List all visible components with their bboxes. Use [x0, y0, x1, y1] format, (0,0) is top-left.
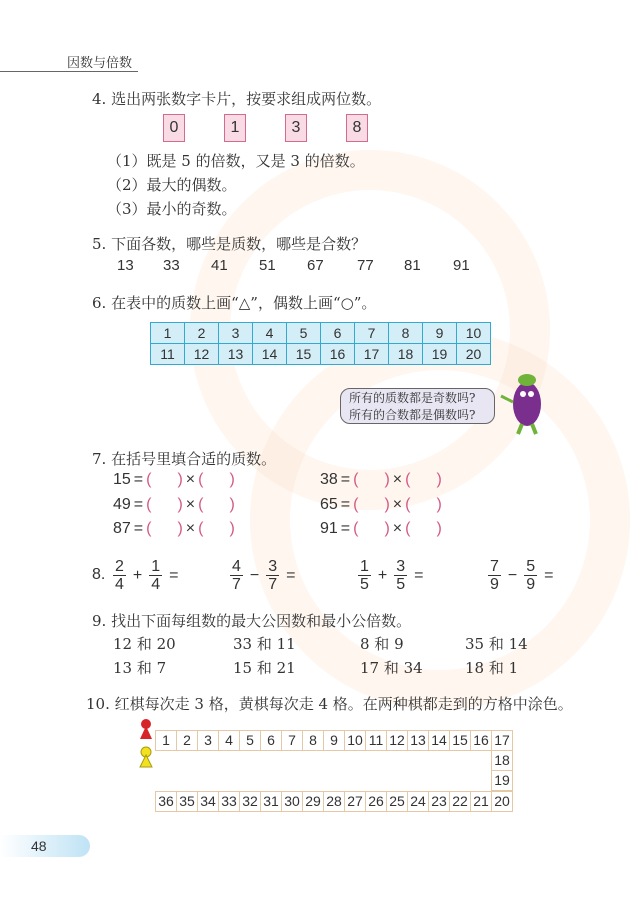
equation-row	[113, 496, 235, 514]
equation-row	[113, 471, 235, 489]
number-pair: 17 和 34	[360, 659, 423, 677]
denominator: 5	[360, 576, 369, 593]
numerator: 2	[115, 558, 124, 575]
game-board	[155, 730, 515, 812]
q5-number: 13	[117, 257, 134, 274]
digit-card: 1	[224, 114, 246, 142]
equation-number: 91	[320, 520, 338, 537]
close-paren: )	[229, 471, 235, 488]
board-cell: 4	[218, 730, 240, 751]
board-cell: 2	[176, 730, 198, 751]
open-paren: (	[405, 520, 411, 537]
table-cell: 8	[389, 323, 423, 344]
board-cell: 8	[302, 730, 324, 751]
equation-row	[320, 471, 442, 489]
table-row	[151, 323, 491, 344]
fraction-expression	[488, 558, 554, 593]
denominator: 4	[115, 576, 124, 593]
board-cell: 25	[386, 791, 408, 812]
q5-number: 51	[259, 257, 276, 274]
table-cell: 19	[423, 344, 457, 365]
equation-number: 38	[320, 471, 338, 488]
denominator: 5	[396, 576, 406, 593]
table-cell: 3	[219, 323, 253, 344]
number-table	[150, 322, 491, 365]
board-cell: 22	[449, 791, 471, 812]
digit-card: 0	[163, 114, 185, 142]
number-pair: 35 和 14	[465, 635, 528, 653]
numerator: 5	[526, 558, 536, 575]
q5-number: 41	[211, 257, 228, 274]
number-pair: 18 和 1	[465, 659, 519, 677]
operator: +	[132, 566, 143, 584]
denominator: 7	[232, 576, 241, 593]
board-cell: 27	[344, 791, 366, 812]
board-cell: 11	[365, 730, 387, 751]
equation-number: 15	[113, 471, 131, 488]
equals-sign: =	[169, 566, 179, 584]
numerator: 4	[232, 558, 241, 575]
board-cell: 30	[281, 791, 303, 812]
equals-sign: =	[133, 471, 144, 488]
board-cell: 12	[386, 730, 408, 751]
open-paren: (	[146, 496, 152, 513]
table-cell: 5	[287, 323, 321, 344]
equals-sign: =	[133, 520, 144, 537]
q10-title: 10. 红棋每次走 3 格，黄棋每次走 4 格。在两种棋都走到的方格中涂色。	[86, 695, 573, 713]
equation-row	[320, 520, 442, 538]
table-row	[151, 344, 491, 365]
board-cell: 29	[302, 791, 324, 812]
table-cell: 2	[185, 323, 219, 344]
q7-title: 7. 在括号里填合适的质数。	[92, 450, 277, 468]
times-sign: ×	[185, 471, 196, 488]
open-paren: (	[198, 520, 204, 537]
equals-sign: =	[340, 496, 351, 513]
q4-item: （1）既是 5 的倍数，又是 3 的倍数。	[107, 152, 365, 170]
table-cell: 13	[219, 344, 253, 365]
board-cell: 21	[470, 791, 492, 812]
open-paren: (	[353, 496, 359, 513]
q5-number: 67	[307, 257, 324, 274]
close-paren: )	[177, 496, 183, 513]
board-cell: 9	[323, 730, 345, 751]
equation-row	[320, 496, 442, 514]
open-paren: (	[198, 496, 204, 513]
table-cell: 12	[185, 344, 219, 365]
close-paren: )	[384, 496, 390, 513]
equation-number: 65	[320, 496, 338, 513]
equals-sign: =	[544, 566, 554, 584]
open-paren: (	[353, 471, 359, 488]
q5-number: 77	[357, 257, 374, 274]
numerator: 3	[268, 558, 278, 575]
fraction-expression	[230, 558, 296, 593]
table-cell: 6	[321, 323, 355, 344]
equation-row	[113, 520, 235, 538]
board-cell: 28	[323, 791, 345, 812]
table-cell: 14	[253, 344, 287, 365]
yellow-piece-icon	[137, 746, 155, 768]
table-cell: 11	[151, 344, 185, 365]
open-paren: (	[405, 496, 411, 513]
table-cell: 20	[457, 344, 491, 365]
board-cell: 1	[155, 730, 177, 751]
number-pair: 15 和 21	[233, 659, 296, 677]
board-cell: 34	[197, 791, 219, 812]
fraction	[266, 558, 279, 593]
close-paren: )	[436, 471, 442, 488]
board-cell: 20	[491, 791, 513, 812]
number-pair: 33 和 11	[233, 635, 296, 653]
board-cell: 3	[197, 730, 219, 751]
times-sign: ×	[185, 496, 196, 513]
close-paren: )	[177, 471, 183, 488]
board-cell: 35	[176, 791, 198, 812]
denominator: 9	[526, 576, 536, 593]
table-cell: 4	[253, 323, 287, 344]
fraction	[149, 558, 162, 593]
table-cell: 15	[287, 344, 321, 365]
equals-sign: =	[414, 566, 424, 584]
numerator: 3	[396, 558, 406, 575]
open-paren: (	[353, 520, 359, 537]
operator: +	[377, 566, 388, 584]
operator: −	[507, 566, 518, 584]
equals-sign: =	[133, 496, 144, 513]
table-cell: 18	[389, 344, 423, 365]
bubble-line: 所有的合数都是偶数吗?	[349, 408, 476, 422]
numerator: 1	[360, 558, 369, 575]
equals-sign: =	[340, 520, 351, 537]
table-cell: 1	[151, 323, 185, 344]
table-cell: 7	[355, 323, 389, 344]
board-cell: 7	[281, 730, 303, 751]
open-paren: (	[405, 471, 411, 488]
fraction-expression	[358, 558, 424, 593]
close-paren: )	[229, 520, 235, 537]
board-cell: 17	[491, 730, 513, 751]
fraction	[113, 558, 126, 593]
board-cell: 18	[491, 750, 513, 771]
table-cell: 17	[355, 344, 389, 365]
open-paren: (	[146, 520, 152, 537]
red-piece-icon	[137, 718, 155, 740]
numerator: 7	[490, 558, 499, 575]
board-cell: 36	[155, 791, 177, 812]
q5-number: 91	[453, 257, 470, 274]
equals-sign: =	[340, 471, 351, 488]
equation-number: 87	[113, 520, 131, 537]
denominator: 4	[151, 576, 161, 593]
board-cell: 5	[239, 730, 261, 751]
fraction	[230, 558, 243, 593]
board-cell: 14	[428, 730, 450, 751]
close-paren: )	[436, 520, 442, 537]
q8-label: 8.	[92, 566, 106, 583]
speech-bubble	[340, 388, 495, 424]
q5-number: 33	[163, 257, 180, 274]
q9-title: 9. 找出下面每组数的最大公因数和最小公倍数。	[92, 612, 412, 630]
open-paren: (	[198, 471, 204, 488]
board-cell: 24	[407, 791, 429, 812]
operator: −	[249, 566, 260, 584]
times-sign: ×	[392, 496, 403, 513]
denominator: 9	[490, 576, 499, 593]
close-paren: )	[384, 520, 390, 537]
board-cell: 26	[365, 791, 387, 812]
table-cell: 16	[321, 344, 355, 365]
times-sign: ×	[185, 520, 196, 537]
page-number: 48	[0, 835, 90, 857]
header-divider	[0, 71, 138, 72]
numerator: 1	[151, 558, 161, 575]
q4-item: （2）最大的偶数。	[107, 176, 237, 194]
table-cell: 10	[457, 323, 491, 344]
denominator: 7	[268, 576, 278, 593]
chapter-title: 因数与倍数	[67, 56, 133, 71]
board-cell: 10	[344, 730, 366, 751]
number-pair: 13 和 7	[113, 659, 167, 677]
close-paren: )	[229, 496, 235, 513]
bubble-line: 所有的质数都是奇数吗?	[349, 391, 476, 405]
q4-title: 4. 选出两张数字卡片，按要求组成两位数。	[92, 90, 382, 108]
equation-number: 49	[113, 496, 131, 513]
board-cell: 33	[218, 791, 240, 812]
board-cell: 16	[470, 730, 492, 751]
times-sign: ×	[392, 471, 403, 488]
board-cell: 32	[239, 791, 261, 812]
close-paren: )	[384, 471, 390, 488]
q4-item: （3）最小的奇数。	[107, 200, 237, 218]
q5-title: 5. 下面各数，哪些是质数，哪些是合数？	[92, 235, 367, 253]
fraction	[358, 558, 371, 593]
times-sign: ×	[392, 520, 403, 537]
board-cell: 23	[428, 791, 450, 812]
board-cell: 31	[260, 791, 282, 812]
digit-card: 3	[285, 114, 307, 142]
equals-sign: =	[286, 566, 296, 584]
number-pair: 8 和 9	[360, 635, 404, 653]
board-cell: 19	[491, 770, 513, 791]
number-pair: 12 和 20	[113, 635, 176, 653]
digit-card: 8	[346, 114, 368, 142]
fraction	[524, 558, 537, 593]
board-cell: 13	[407, 730, 429, 751]
close-paren: )	[436, 496, 442, 513]
open-paren: (	[146, 471, 152, 488]
board-cell: 6	[260, 730, 282, 751]
table-cell: 9	[423, 323, 457, 344]
close-paren: )	[177, 520, 183, 537]
fraction-expression	[113, 558, 179, 593]
q6-title: 6. 在表中的质数上画“△”，偶数上画“○”。	[92, 294, 377, 312]
fraction	[488, 558, 501, 593]
eggplant-mascot-icon	[498, 362, 553, 437]
board-cell: 15	[449, 730, 471, 751]
q5-number: 81	[404, 257, 421, 274]
fraction	[394, 558, 407, 593]
